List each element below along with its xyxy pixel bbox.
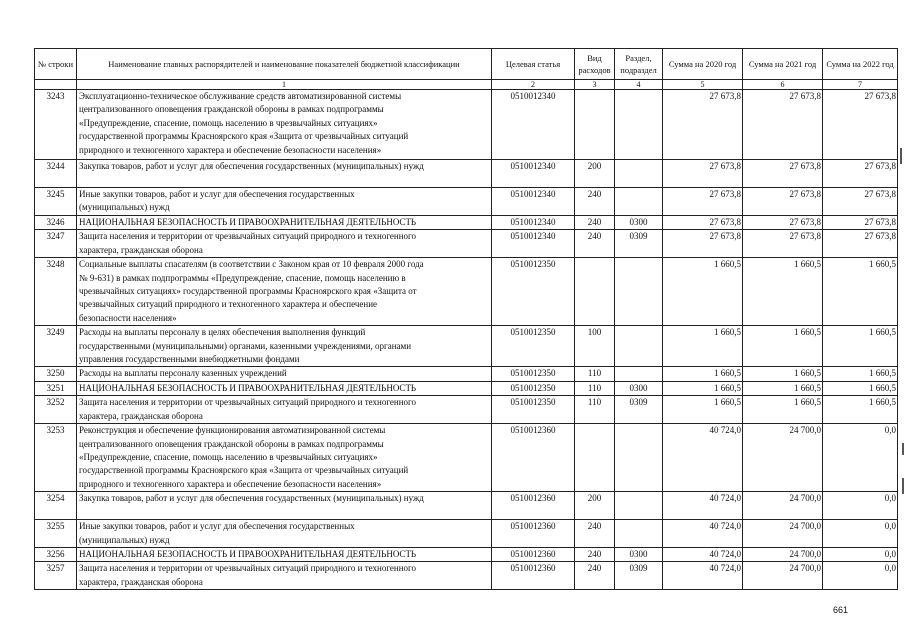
table-row xyxy=(35,216,898,230)
table-row xyxy=(35,367,898,381)
sum-2020: 1 660,5 xyxy=(663,258,743,326)
expense-type-code xyxy=(575,90,615,160)
row-number: 3246 xyxy=(35,216,77,230)
column-number: 2 xyxy=(492,80,575,90)
expense-type-code: 200 xyxy=(575,160,615,188)
target-article-code: 0510012360 xyxy=(492,520,575,548)
sum-2022: 27 673,8 xyxy=(823,216,898,230)
expense-type-code: 110 xyxy=(575,381,615,395)
column-number: 6 xyxy=(743,80,823,90)
row-number: 3243 xyxy=(35,90,77,160)
sum-2022: 27 673,8 xyxy=(823,230,898,258)
target-article-code: 0510012350 xyxy=(492,381,575,395)
section-code: 0309 xyxy=(615,562,663,590)
sum-2022: 1 660,5 xyxy=(823,381,898,395)
page-number: 661 xyxy=(833,605,849,615)
sum-2020: 40 724,0 xyxy=(663,547,743,561)
indicator-name: Иные закупки товаров, работ и услуг для обеспечения государственных (муниципальных) нужд xyxy=(77,188,492,216)
table-row xyxy=(35,492,898,520)
expense-type-code: 240 xyxy=(575,216,615,230)
scan-edge-mark xyxy=(902,443,904,455)
row-number: 3252 xyxy=(35,396,77,424)
header-expense-type: Вид расходов xyxy=(575,49,615,80)
expense-type-code: 240 xyxy=(575,230,615,258)
indicator-name: Реконструкция и обеспечение функционирования автоматизированной системы централизованного оповещения гражданской обороны в рамках подпрограммы «Предупреждение, спасение, помощь населению в чрезвычайных ситуациях» государственной программы Красноярского края «Защита от чрезвычайных ситуаций природного и техногенного характера и обеспечение безопасности населения» xyxy=(77,424,492,492)
section-code: 0300 xyxy=(615,547,663,561)
sum-2021: 24 700,0 xyxy=(743,562,823,590)
sum-2021: 1 660,5 xyxy=(743,381,823,395)
sum-2022: 0,0 xyxy=(823,547,898,561)
expense-type-code: 100 xyxy=(575,326,615,367)
target-article-code: 0510012360 xyxy=(492,562,575,590)
expense-type-code xyxy=(575,424,615,492)
target-article-code: 0510012360 xyxy=(492,424,575,492)
header-section: Раздел, подраздел xyxy=(615,49,663,80)
target-article-code: 0510012350 xyxy=(492,367,575,381)
sum-2021: 1 660,5 xyxy=(743,367,823,381)
sum-2022: 0,0 xyxy=(823,562,898,590)
expense-type-code: 240 xyxy=(575,562,615,590)
sum-2020: 1 660,5 xyxy=(663,367,743,381)
table-row xyxy=(35,326,898,367)
sum-2021: 27 673,8 xyxy=(743,160,823,188)
expense-type-code: 240 xyxy=(575,520,615,548)
target-article-code: 0510012340 xyxy=(492,160,575,188)
header-row-number: № строки xyxy=(35,49,77,80)
sum-2021: 27 673,8 xyxy=(743,90,823,160)
indicator-name: Расходы на выплаты персоналу казенных учреждений xyxy=(77,367,492,381)
indicator-name: Иные закупки товаров, работ и услуг для обеспечения государственных (муниципальных) нужд xyxy=(77,520,492,548)
sum-2020: 27 673,8 xyxy=(663,90,743,160)
table-row xyxy=(35,90,898,160)
table-row xyxy=(35,396,898,424)
column-number xyxy=(35,80,77,90)
expense-type-code xyxy=(575,258,615,326)
sum-2020: 27 673,8 xyxy=(663,160,743,188)
expense-type-code: 200 xyxy=(575,492,615,520)
header-sum-2021: Сумма на 2021 год xyxy=(743,49,823,80)
scan-edge-mark xyxy=(902,478,904,494)
sum-2022: 1 660,5 xyxy=(823,367,898,381)
target-article-code: 0510012350 xyxy=(492,326,575,367)
sum-2020: 27 673,8 xyxy=(663,230,743,258)
table-row xyxy=(35,562,898,590)
table-row xyxy=(35,258,898,326)
sum-2020: 40 724,0 xyxy=(663,424,743,492)
target-article-code: 0510012340 xyxy=(492,230,575,258)
row-number: 3254 xyxy=(35,492,77,520)
section-code xyxy=(615,492,663,520)
sum-2022: 1 660,5 xyxy=(823,396,898,424)
expense-type-code: 110 xyxy=(575,367,615,381)
column-number: 5 xyxy=(663,80,743,90)
sum-2022: 0,0 xyxy=(823,520,898,548)
sum-2022: 0,0 xyxy=(823,424,898,492)
indicator-name: Защита населения и территории от чрезвычайных ситуаций природного и техногенного характера, гражданская оборона xyxy=(77,396,492,424)
header-name: Наименование главных распорядителей и наименование показателей бюджетной классификации xyxy=(77,49,492,80)
sum-2021: 27 673,8 xyxy=(743,188,823,216)
row-number: 3251 xyxy=(35,381,77,395)
section-code xyxy=(615,188,663,216)
section-code xyxy=(615,160,663,188)
expense-type-code: 240 xyxy=(575,547,615,561)
row-number: 3250 xyxy=(35,367,77,381)
header-sum-2020: Сумма на 2020 год xyxy=(663,49,743,80)
sum-2020: 1 660,5 xyxy=(663,381,743,395)
table-row xyxy=(35,160,898,188)
sum-2022: 27 673,8 xyxy=(823,160,898,188)
target-article-code: 0510012360 xyxy=(492,492,575,520)
sum-2021: 24 700,0 xyxy=(743,547,823,561)
header-sum-2022: Сумма на 2022 год xyxy=(823,49,898,80)
target-article-code: 0510012340 xyxy=(492,216,575,230)
target-article-code: 0510012350 xyxy=(492,396,575,424)
sum-2020: 1 660,5 xyxy=(663,326,743,367)
indicator-name: Защита населения и территории от чрезвычайных ситуаций природного и техногенного характера, гражданская оборона xyxy=(77,230,492,258)
sum-2022: 27 673,8 xyxy=(823,90,898,160)
row-number: 3245 xyxy=(35,188,77,216)
column-number: 1 xyxy=(77,80,492,90)
target-article-code: 0510012340 xyxy=(492,90,575,160)
sum-2022: 1 660,5 xyxy=(823,326,898,367)
column-numbers-row xyxy=(35,80,898,90)
section-code xyxy=(615,326,663,367)
indicator-name: Эксплуатационно-техническое обслуживание средств автоматизированной системы централизованного оповещения гражданской обороны в рамках подпрограммы «Предупреждение, спасение, помощь населению в чрезвычайных ситуациях» государственной программы Красноярского края «Защита от чрезвычайных ситуаций природного и техногенного характера и обеспечение безопасности населения» xyxy=(77,90,492,160)
sum-2021: 24 700,0 xyxy=(743,424,823,492)
indicator-name: НАЦИОНАЛЬНАЯ БЕЗОПАСНОСТЬ И ПРАВООХРАНИТЕЛЬНАЯ ДЕЯТЕЛЬНОСТЬ xyxy=(77,381,492,395)
section-code xyxy=(615,90,663,160)
table-row xyxy=(35,520,898,548)
sum-2021: 1 660,5 xyxy=(743,258,823,326)
section-code: 0300 xyxy=(615,381,663,395)
sum-2020: 27 673,8 xyxy=(663,216,743,230)
row-number: 3257 xyxy=(35,562,77,590)
target-article-code: 0510012340 xyxy=(492,188,575,216)
table-row xyxy=(35,230,898,258)
row-number: 3256 xyxy=(35,547,77,561)
indicator-name: Закупка товаров, работ и услуг для обеспечения государственных (муниципальных) нужд xyxy=(77,492,492,520)
section-code xyxy=(615,258,663,326)
indicator-name: Закупка товаров, работ и услуг для обеспечения государственных (муниципальных) нужд xyxy=(77,160,492,188)
table-row xyxy=(35,188,898,216)
column-number: 7 xyxy=(823,80,898,90)
indicator-name: НАЦИОНАЛЬНАЯ БЕЗОПАСНОСТЬ И ПРАВООХРАНИТЕЛЬНАЯ ДЕЯТЕЛЬНОСТЬ xyxy=(77,216,492,230)
sum-2022: 0,0 xyxy=(823,492,898,520)
table-header-row xyxy=(35,49,898,80)
column-number: 4 xyxy=(615,80,663,90)
column-number: 3 xyxy=(575,80,615,90)
scan-edge-mark xyxy=(900,148,902,164)
expense-type-code: 240 xyxy=(575,188,615,216)
sum-2020: 1 660,5 xyxy=(663,396,743,424)
sum-2020: 40 724,0 xyxy=(663,520,743,548)
header-target-article: Целевая статья xyxy=(492,49,575,80)
row-number: 3244 xyxy=(35,160,77,188)
budget-table-container xyxy=(34,48,898,590)
target-article-code: 0510012360 xyxy=(492,547,575,561)
sum-2021: 27 673,8 xyxy=(743,230,823,258)
table-row xyxy=(35,547,898,561)
indicator-name: НАЦИОНАЛЬНАЯ БЕЗОПАСНОСТЬ И ПРАВООХРАНИТЕЛЬНАЯ ДЕЯТЕЛЬНОСТЬ xyxy=(77,547,492,561)
section-code: 0309 xyxy=(615,396,663,424)
row-number: 3249 xyxy=(35,326,77,367)
indicator-name: Расходы на выплаты персоналу в целях обеспечения выполнения функций государственными (муниципальными) органами, казенными учреждениями, органами управления государственными внебюджетными фондами xyxy=(77,326,492,367)
sum-2020: 27 673,8 xyxy=(663,188,743,216)
sum-2021: 1 660,5 xyxy=(743,326,823,367)
sum-2020: 40 724,0 xyxy=(663,562,743,590)
section-code: 0309 xyxy=(615,230,663,258)
sum-2021: 1 660,5 xyxy=(743,396,823,424)
table-row xyxy=(35,424,898,492)
sum-2021: 27 673,8 xyxy=(743,216,823,230)
target-article-code: 0510012350 xyxy=(492,258,575,326)
sum-2021: 24 700,0 xyxy=(743,520,823,548)
section-code xyxy=(615,367,663,381)
row-number: 3248 xyxy=(35,258,77,326)
section-code xyxy=(615,424,663,492)
indicator-name: Социальные выплаты спасателям (в соответствии с Законом края от 10 февраля 2000 года № 9-631) в рамках подпрограммы «Предупреждение, спасение, помощь населению в чрезвычайных ситуациях» государственной программы Красноярского края «Защита от чрезвычайных ситуаций природного и техногенного характера и обеспечение безопасности населения» xyxy=(77,258,492,326)
sum-2022: 1 660,5 xyxy=(823,258,898,326)
sum-2022: 27 673,8 xyxy=(823,188,898,216)
indicator-name: Защита населения и территории от чрезвычайных ситуаций природного и техногенного характера, гражданская оборона xyxy=(77,562,492,590)
table-body xyxy=(35,90,898,590)
budget-table xyxy=(34,48,898,590)
section-code xyxy=(615,520,663,548)
sum-2021: 24 700,0 xyxy=(743,492,823,520)
sum-2020: 40 724,0 xyxy=(663,492,743,520)
section-code: 0300 xyxy=(615,216,663,230)
row-number: 3255 xyxy=(35,520,77,548)
row-number: 3247 xyxy=(35,230,77,258)
expense-type-code: 110 xyxy=(575,396,615,424)
row-number: 3253 xyxy=(35,424,77,492)
table-row xyxy=(35,381,898,395)
